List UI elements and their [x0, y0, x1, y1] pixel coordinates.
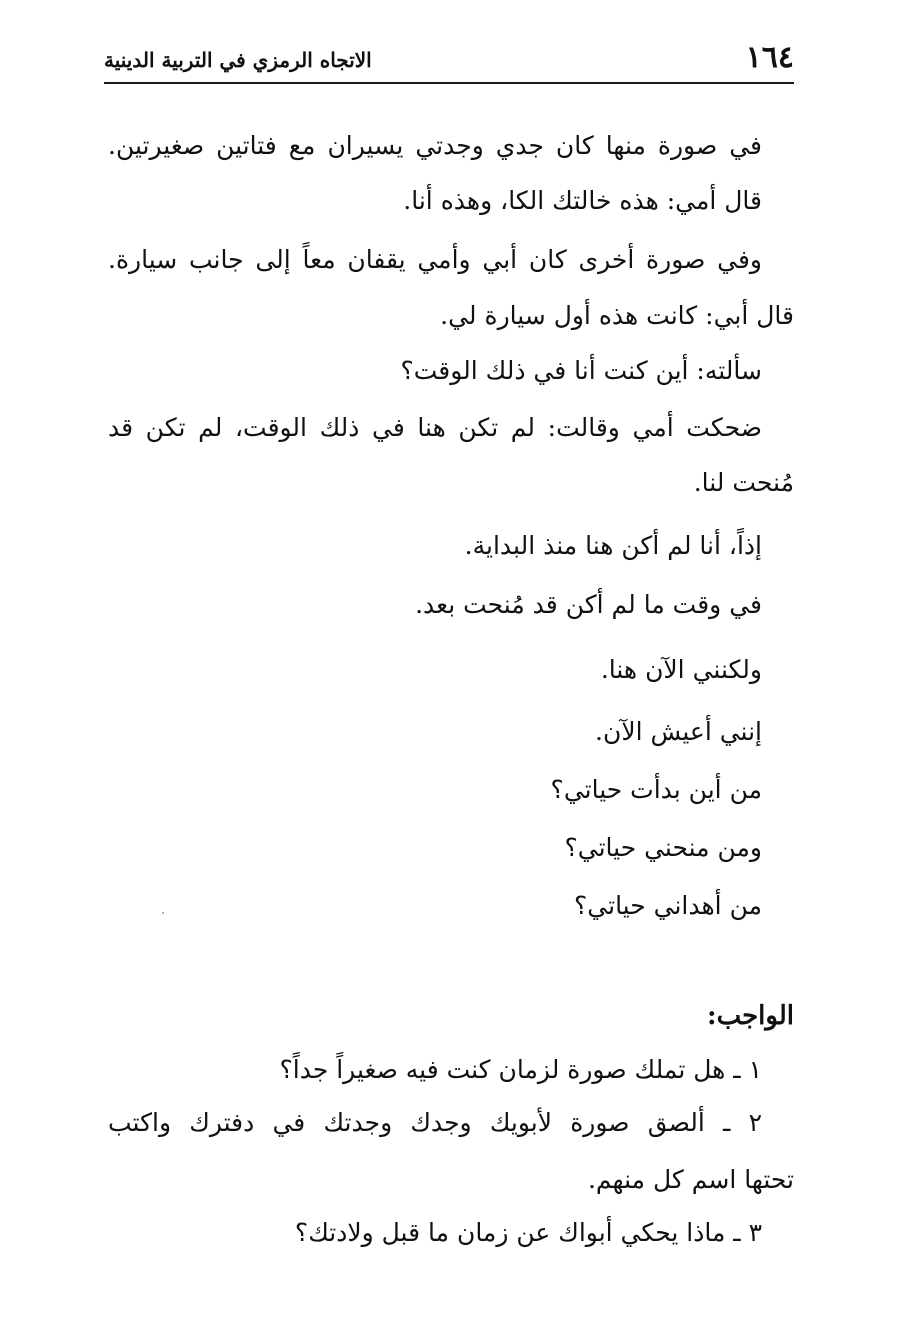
page-number: ١٦٤: [745, 40, 794, 75]
homework-item: ٢ ـ ألصق صورة لأبويك وجدك وجدتك في دفترك واكتب: [108, 1108, 762, 1137]
homework-item-continuation: تحتها اسم كل منهم.: [587, 1165, 794, 1194]
paragraph-line: سألته: أين كنت أنا في ذلك الوقت؟: [400, 356, 762, 385]
running-header: [104, 36, 794, 80]
paragraph-line: ولكنني الآن هنا.: [600, 655, 762, 684]
paragraph-line: إنني أعيش الآن.: [595, 717, 762, 746]
paragraph-line: في وقت ما لم أكن قد مُنحت بعد.: [415, 590, 762, 619]
question-line: من أهداني حياتي؟: [574, 891, 762, 920]
homework-item: ١ ـ هل تملك صورة لزمان كنت فيه صغيراً جداً؟: [279, 1055, 762, 1084]
paragraph-line: مُنحت لنا.: [693, 468, 794, 497]
homework-heading: الواجب:: [706, 1001, 794, 1031]
paragraph-line: قال أبي: كانت هذه أول سيارة لي.: [440, 301, 794, 330]
paragraph-line: قال أمي: هذه خالتك الكا، وهذه أنا.: [403, 186, 762, 215]
homework-item: ٣ ـ ماذا يحكي أبواك عن زمان ما قبل ولادتك؟: [294, 1218, 762, 1247]
paragraph-line: وفي صورة أخرى كان أبي وأمي يقفان معاً إلى جانب سيارة.: [108, 245, 762, 274]
scan-speck: [162, 912, 164, 914]
header-rule: [104, 82, 794, 84]
paragraph-line: في صورة منها كان جدي وجدتي يسيران مع فتاتين صغيرتين.: [108, 131, 762, 160]
question-line: ومن منحني حياتي؟: [564, 833, 762, 862]
question-line: من أين بدأت حياتي؟: [550, 775, 762, 804]
running-title: الاتجاه الرمزي في التربية الدينية: [104, 48, 372, 72]
paragraph-line: إذاً، أنا لم أكن هنا منذ البداية.: [464, 531, 762, 560]
paragraph-line: ضحكت أمي وقالت: لم تكن هنا في ذلك الوقت، لم تكن قد: [108, 413, 762, 442]
